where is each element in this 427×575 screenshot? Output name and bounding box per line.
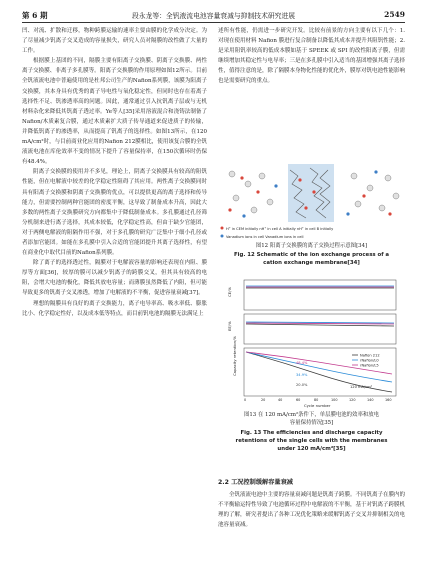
section-heading: 2.2 工况控制缓解容量衰减 <box>218 479 293 486</box>
header-rule <box>22 22 405 23</box>
figure-13-caption-en-3: under 120 mA/cm²[35] <box>277 446 346 452</box>
figure-13-caption-cn-2: 容量保持情况[35] <box>289 420 334 426</box>
figure-12-caption-en-1: Fig. 12 Schematic of the ion exchange process of a <box>233 252 390 258</box>
figure-12-caption-en-2: cation exchange membrane[34] <box>263 260 360 266</box>
figure-12-caption-cn: 图12 阳离子交换膜的离子交换过程示意图[34] <box>255 243 368 249</box>
figure-13 <box>222 278 405 410</box>
legend-rnafion-l0: rNafion/L0 <box>360 358 379 363</box>
current-density-label: 120 mA/cm² <box>350 385 373 389</box>
legend-line-1: H⁺ in CEM initially nH⁺ in cell A initially nH⁺ in cell B initially <box>226 227 334 231</box>
paragraph: 述所有性能，仍需进一步研究开发。比较有前景的方向主要有以下几个：1. 对现在使用材料 Nafion 膜进行复合制备以降低其成本并提升其阻钒性能；2. 是采用阻钒率较高的低成本膜如基于 SPEEK 或 SPI 的改性阳离子膜，但需继续增加其稳定性与电导率；三是在多孔膜中引入适当的基团增强其离子选择性，值得注意的是，除了隔膜本身物化性能的优化外，膜厚对钒电池性能影响也是需要研究的重点。 <box>218 28 406 85</box>
legend-line-2: Vanadium ions in cell Vanadium ions in cell <box>226 235 304 239</box>
x-tick: 160 <box>385 398 392 402</box>
x-tick: 140 <box>367 398 374 402</box>
x-tick: 40 <box>278 398 283 402</box>
left-column <box>22 26 207 319</box>
x-tick: 80 <box>314 398 319 402</box>
annotation-20: 20.0% <box>296 383 308 387</box>
page-number: 2549 <box>384 10 405 19</box>
annotation-48: 48.4% <box>296 361 308 365</box>
efficiency-chart <box>222 278 405 410</box>
figure-12 <box>218 162 405 242</box>
paragraph: 根据膜上基团的不同，隔膜主要有阳离子交换膜、阴离子交换膜、两性离子交换膜、非离子多孔膜等。阳离子交换膜的作用原理如图12所示。目前全钒液流电池中普遍使用的是杜邦公司生产的Nafion系列膜，该膜为阳离子交换膜，其本身具有优秀的离子导电性与氧化稳定性，但同时也存在着离子选择性不足、钒渗透率高的问题。因此，通常通过引入抗钒离子层或与无机材料杂化来降低其钒离子透过率。Ye等人[35]采用溶液混合和浇铸法制备了Nafion/木质素复合膜，通过木质素扩大质子传导通道来促进质子的传输，并降低钒离子的渗透率，从而提高了钒离子的选择性。如图13所示，在120 mA/cm²时，与目前商业化应用的Nafion 212膜相比，使用该复合膜的全钒液流电池在库伦效率不变的情况下提升了容量保持率，在150次循环时仍保有48.4%。 <box>22 58 207 166</box>
paragraph: 凹、对流、扩散和迁移，物种跨膜运输的速率主要由膜的化学成分决定。为了尽量减少钒离子交叉造成的容量损失，研究人员对隔膜的改性做了大量的工作。 <box>22 28 207 55</box>
figure-13-caption-en-2: retentions of the single cells with the membranes <box>235 438 388 444</box>
ce-axis-label: CE/% <box>227 287 232 297</box>
figure-13-caption-cn-1: 图13 在 120 mA/cm²条件下，单层膜电池的效率和放电 <box>243 412 380 418</box>
x-tick-labels <box>244 398 391 402</box>
right-column-text <box>218 26 405 87</box>
ion-exchange-schematic <box>218 162 405 242</box>
legend-rnafion-l5: rNafion/L5 <box>360 363 379 368</box>
x-tick: 120 <box>349 398 356 402</box>
paragraph: 理想的隔膜具有良好的离子交换能力，离子电导率高、吸水率低、膨胀比小、化学稳定性好，以及成本低等特点，而目前钒电池的隔膜无法满足上 <box>22 300 207 317</box>
ee-axis-label: EE/% <box>227 321 232 331</box>
paragraph: 阴离子交换膜的使用并不多见，理论上，阴离子交换膜具有较高的阻钒性能，但在电解液中较差的化学稳定性阻碍了其应用。两性离子交换膜同时具有阳离子交换膜和阴离子交换膜的优点，可以提供更高的离子选择和传导能力，但需要控制两种官能团的密度平衡，这导致了制备成本升高，因此大多数的两性离子交换膜研究方向都集中于降低制备成本。多孔膜通过孔径筛分机制来进行离子选择，其成本较低，化学稳定性高，但由于缺少官能团，对于两侧电解液的阻隔作用不强，对于多孔膜的研究广泛集中于细小孔径或者添加官能团。如能在多孔膜中引入合适的官能团提升其离子选择性，有望在商业化中取代目前的Nafion系列膜。 <box>22 169 207 257</box>
x-axis-label: Cycle number <box>304 403 331 408</box>
x-tick: 0 <box>244 398 247 402</box>
x-tick: 60 <box>296 398 301 402</box>
retention-axis-label: Capacity retention/% <box>232 335 237 376</box>
annotation-34: 34.9% <box>296 373 308 377</box>
paragraph: 除了离子的选择透过性，隔膜对于电解液容量的影响还表现在内阻、膜厚等方面[36]，较厚的膜可以减少钒离子的跨膜交叉，但其具有较高的电阻，会增大电池的极化，降低其放电容量；而薄膜虽然降低了内阻，但可能导致更多的钒离子交叉渗透，增加了电解液的不平衡，促进容量衰减[37]。 <box>22 260 207 297</box>
legend-nafion-212: Nafion 212 <box>360 353 380 358</box>
x-tick: 20 <box>261 398 266 402</box>
section-2-2 <box>218 478 405 530</box>
running-title: 段永龙等：全钒液流电池容量衰减与抑制技术研究进展 <box>131 12 296 20</box>
x-tick: 100 <box>331 398 338 402</box>
ee-series-nafion <box>246 324 394 326</box>
figure-13-caption-en-1: Fig. 13 The efficiencies and discharge capacity <box>240 430 383 436</box>
paragraph: 全钒液流电池中主要的容量衰减问题是钒离子跨膜。不同钒离子在膜内的不平衡输运特性导致了电池循环过程中电解液的不平衡，基于对钒离子跨膜机理的了解，研究者提出了各种工况优化策略来缓解钒离子交叉并抑制相关的电池容量衰减。 <box>218 492 406 529</box>
issue-number: 第 6 期 <box>22 11 48 20</box>
